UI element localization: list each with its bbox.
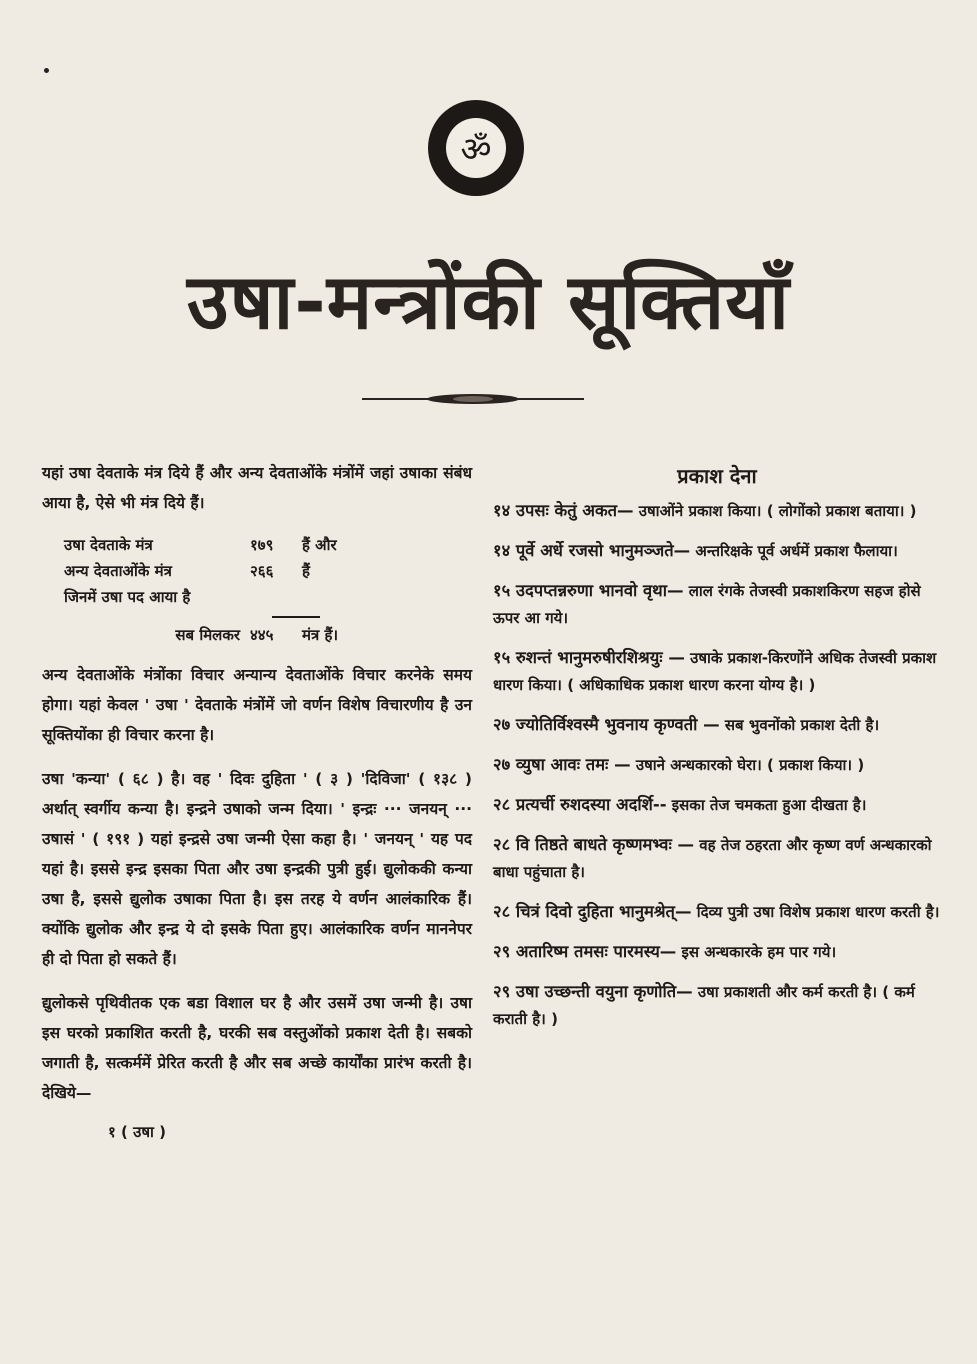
- sukti-meaning: उषा प्रकाशती और कर्म करती है। ( कर्म कराती है। ): [493, 983, 915, 1028]
- title-ornament-icon: [362, 392, 584, 406]
- sukti-text: २७ ज्योतिर्विश्वस्मै भुवनाय कृण्वती —: [493, 715, 720, 734]
- sukti-meaning: उषाओंने प्रकाश किया। ( लोगोंको प्रकाश बताया। ): [638, 502, 917, 520]
- sukti-meaning: वह तेज ठहरता और कृष्ण वर्ण अन्धकारको बाधा पहुंचाता है।: [493, 836, 932, 881]
- sukti-entry: [493, 644, 941, 699]
- sukti-entry: [493, 898, 941, 926]
- total-suffix: मंत्र हैं।: [302, 626, 339, 644]
- sukti-meaning: उषाके प्रकाश-किरणोंने अधिक तेजस्वी प्रकाश धारण किया। ( अधिकाधिक प्रकाश धारण करना योग्य है। ): [493, 649, 937, 694]
- count-value: १७९: [250, 536, 274, 554]
- sukti-text: १५ रुशन्तं भानुमरुषीरशिश्रयुः —: [493, 648, 685, 667]
- sukti-text: १४ पूर्वे अर्धे रजसो भानुमञ्जते—: [493, 541, 691, 560]
- body-paragraph: अन्य देवताओंके मंत्रोंका विचार अन्यान्य देवताओंके विचार करनेके समय होगा। यहां केवल ' उषा ' देवताके मंत्रोंमें जो वर्णन विशेष विचारणीय है उन सूक्तियोंका ही विचार करना है।: [42, 666, 472, 744]
- count-row: [64, 584, 472, 610]
- page-title: उषा-मन्त्रोंकी सूक्तियाँ: [187, 257, 790, 346]
- body-paragraph: उषा 'कन्या' ( ६८ ) है। वह ' दिवः दुहिता ' ( ३ ) 'दिविजा' ( १३८ ) अर्थात् स्वर्गीय कन्या है। इन्द्रने उषाको जन्म दिया। ' इन्द्रः ··· जनयन् ··· उषासं ' ( १९१ ) यहां इन्द्रसे उषा जन्मी ऐसा कहा है। ' जनयन् ' यह पद यहां है। इससे इन्द्र इसका पिता और उषा इन्द्रकी पुत्री हुई। द्युलोककी कन्या उषा है, इससे द्युलोक उषाका पिता है। इस तरह ये वर्णन आलंकारिक हैं। क्योंकि द्युलोक और इन्द्र ये दो इसके पिता हुए। आलंकारिक वर्णन माननेपर ही दो पिता हो सकते हैं।: [42, 770, 472, 968]
- sukti-entry: [493, 711, 941, 739]
- sukti-text: २९ उषा उच्छन्ती वयुना कृणोति—: [493, 982, 693, 1001]
- sukti-meaning: इसका तेज चमकता हुआ दीखता है।: [671, 796, 867, 814]
- sukti-text: २७ व्युषा आवः तमः —: [493, 755, 631, 774]
- count-suffix: हैं और: [302, 536, 337, 554]
- count-label: जिनमें उषा पद आया है: [64, 588, 191, 606]
- total-row: [64, 622, 472, 648]
- sukti-text: १४ उपसः केतुं अकत—: [493, 501, 634, 520]
- om-emblem-icon: [428, 100, 524, 196]
- sukti-meaning: सब भुवनोंको प्रकाश देती है।: [724, 716, 880, 734]
- margin-dot: [44, 68, 49, 73]
- count-label: उषा देवताके मंत्र: [64, 536, 153, 554]
- total-value: ४४५: [250, 626, 274, 644]
- sukti-entry: [493, 831, 941, 886]
- count-row: [64, 532, 472, 558]
- sukti-meaning: दिव्य पुत्री उषा विशेष प्रकाश धारण करती है।: [696, 903, 940, 921]
- sukti-entry: [493, 791, 941, 819]
- sukti-text: २८ चित्रं दिवो दुहिता भानुमश्रेत्—: [493, 902, 692, 921]
- om-glyph: ॐ: [446, 118, 506, 178]
- sukti-text: २८ वि तिष्ठते बाधते कृष्णमभ्वः —: [493, 835, 695, 854]
- mantra-count-table: [64, 532, 472, 648]
- sukti-entry: [493, 577, 941, 632]
- sukti-entry: [493, 751, 941, 779]
- sukti-text: १५ उदपप्तन्नरुणा भानवो वृथा—: [493, 581, 684, 600]
- sukti-meaning: लाल रंगके तेजस्वी प्रकाशकिरण सहज होसे ऊपर आ गये।: [493, 582, 921, 627]
- sukti-entry: [493, 938, 941, 966]
- sukti-meaning: उषाने अन्धकारको घेरा। ( प्रकाश किया। ): [635, 756, 865, 774]
- body-paragraph: द्युलोकसे पृथिवीतक एक बडा विशाल घर है और उसमें उषा जन्मी है। उषा इस घरको प्रकाशित करती है, घरकी सब वस्तुओंको प्रकाश देती है। सबको जगाती है, सत्कर्ममें प्रेरित करती है और सब अच्छे कार्योंका प्रारंभ करती है। देखिये—: [42, 994, 472, 1102]
- sukti-entry: [493, 978, 941, 1033]
- sukti-entry: [493, 497, 941, 525]
- section-heading: प्रकाश देना: [677, 464, 757, 488]
- intro-paragraph: यहां उषा देवताके मंत्र दिये हैं और अन्य देवताओंके मंत्रोंमें जहां उषाका संबंध आया है, ऐसे भी मंत्र दिये हैं।: [42, 464, 472, 512]
- sukti-entry: [493, 537, 941, 565]
- sukti-text: २८ प्रत्यर्ची रुशदस्या अदर्शि--: [493, 795, 667, 814]
- page-footer: १ ( उषा ): [108, 1123, 166, 1141]
- right-column: [493, 458, 941, 1045]
- count-row: [64, 558, 472, 584]
- total-label: सब मिलकर: [175, 626, 240, 644]
- sukti-meaning: अन्तरिक्षके पूर्व अर्धमें प्रकाश फैलाया।: [695, 542, 898, 560]
- count-label: अन्य देवताओंके मंत्र: [64, 562, 172, 580]
- sukti-meaning: इस अन्धकारके हम पार गये।: [681, 943, 837, 961]
- left-column: [42, 458, 472, 1142]
- count-value: २६६: [250, 562, 274, 580]
- count-suffix: हैं: [302, 562, 310, 580]
- sukti-text: २९ अतारिष्म तमसः पारमस्य—: [493, 942, 677, 961]
- total-divider: [272, 616, 320, 618]
